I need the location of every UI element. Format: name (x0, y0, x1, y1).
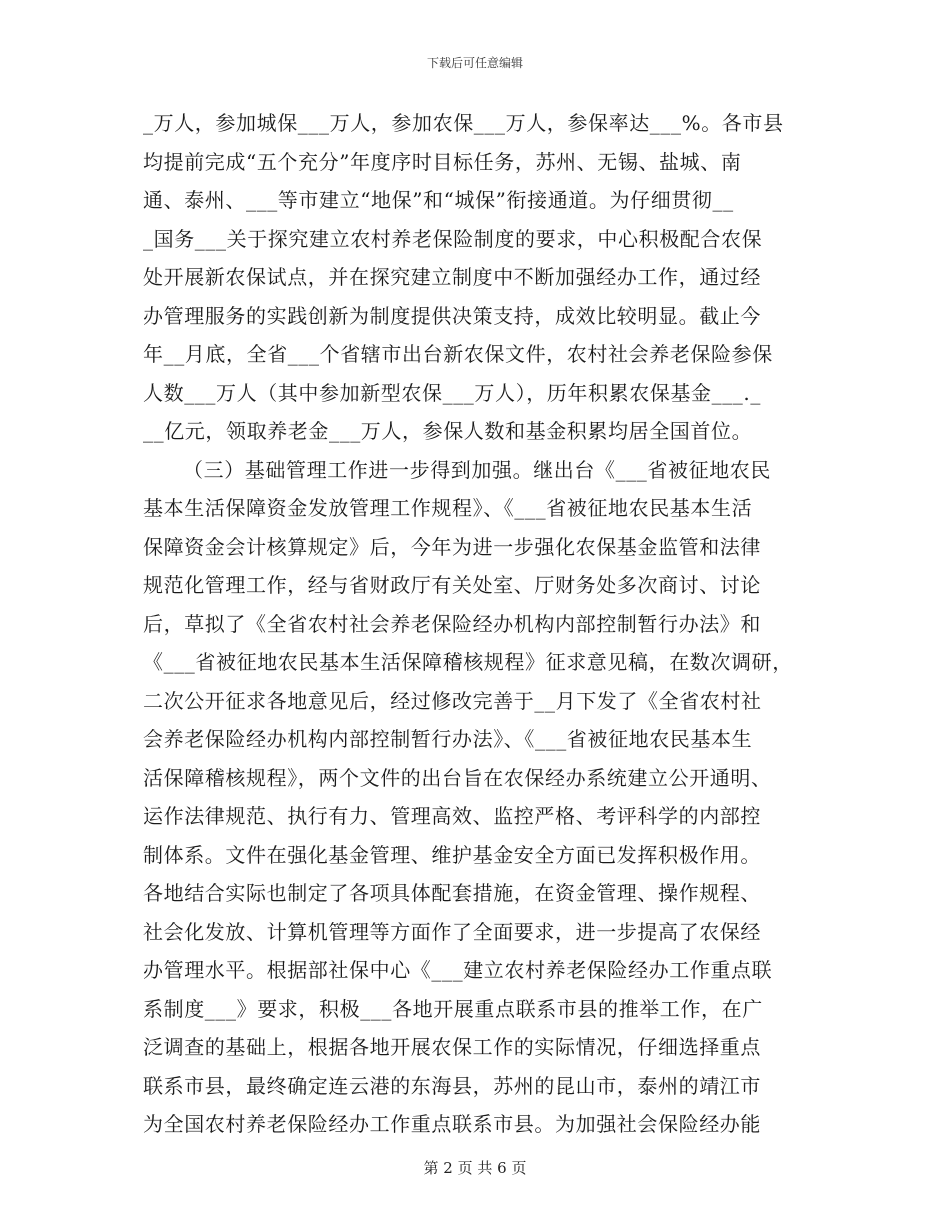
text-line: _国务___关于探究建立农村养老保险制度的要求，中心积极配合农保 (143, 226, 763, 251)
text-line: _万人，参加城保___万人，参加农保___万人，参保率达___%。各市县 (143, 111, 784, 135)
text-line: 二次公开征求各地意见后，经过修改完善于__月下发了《全省农村社 (143, 688, 762, 713)
text-line: 基本生活保障资金发放管理工作规程》、《___省被征地农民基本生活 (143, 496, 753, 520)
text-line: 联系市县，最终确定连云港的东海县，苏州的昆山市，泰州的靖江市 (143, 1073, 761, 1098)
text-line: 制体系。文件在强化基金管理、维护基金安全方面已发挥积极作用。 (143, 842, 761, 867)
text-line: 为全国农村养老保险经办工作重点联系市县。为加强社会保险经办能 (143, 1112, 761, 1136)
page-header: 下载后可任意编辑 (426, 56, 523, 70)
text-line: 均提前完成“五个充分”年度序时目标任务，苏州、无锡、盐城、南 (143, 149, 742, 174)
text-line: 社会化发放、计算机管理等方面作了全面要求，进一步提高了农保经 (143, 919, 761, 944)
text-line: 年__月底，全省___个省辖市出台新农保文件，农村社会养老保险参保 (143, 342, 773, 366)
text-line: 后，草拟了《全省农村社会养老保险经办机构内部控制暂行办法》和 (143, 611, 761, 636)
text-line: 各地结合实际也制定了各项具体配套措施，在资金管理、操作规程、 (143, 881, 761, 905)
document-body (143, 104, 823, 1144)
text-line: 系制度___》要求，积极___各地开展重点联系市县的推举工作，在广 (143, 996, 763, 1021)
text-line: 活保障稽核规程》，两个文件的出台旨在农保经办系统建立公开通明、 (143, 765, 772, 790)
text-line: 处开展新农保试点，并在探究建立制度中不断加强经办工作，通过经 (143, 265, 761, 289)
text-line: 规范化管理工作，经与省财政厅有关处室、厅财务处多次商讨、讨论 (143, 573, 761, 597)
text-line: __亿元，领取养老金___万人，参保人数和基金积累均居全国首位。 (143, 419, 753, 443)
text-line: 人数___万人（其中参加新型农保___万人），历年积累农保基金___._ (143, 380, 761, 405)
page-footer: 第 2 页 共 6 页 (423, 1159, 527, 1177)
text-line: 运作法律规范、执行有力、管理高效、监控严格、考评科学的内部控 (143, 804, 761, 828)
section-heading-line: （三）基础管理工作进一步得到加强。继出台《___省被征地农民 (183, 457, 771, 482)
text-line: 会养老保险经办机构内部控制暂行办法》、《___省被征地农民基本生 (143, 727, 753, 751)
text-line: 《___省被征地农民基本生活保障稽核规程》征求意见稿，在数次调研， (143, 650, 793, 674)
text-line: 保障资金会计核算规定》后，今年为进一步强化农保基金监管和法律 (143, 534, 761, 559)
text-line: 办管理水平。根据部社保中心《___建立农村养老保险经办工作重点联 (143, 958, 773, 982)
text-line: 通、泰州、___等市建立“地保”和“城保”衔接通道。为仔细贯彻__ (143, 188, 734, 212)
text-line: 泛调查的基础上，根据各地开展农保工作的实际情况，仔细选择重点 (143, 1035, 761, 1059)
text-line: 办管理服务的实践创新为制度提供决策支持，成效比较明显。截止今 (143, 303, 761, 328)
